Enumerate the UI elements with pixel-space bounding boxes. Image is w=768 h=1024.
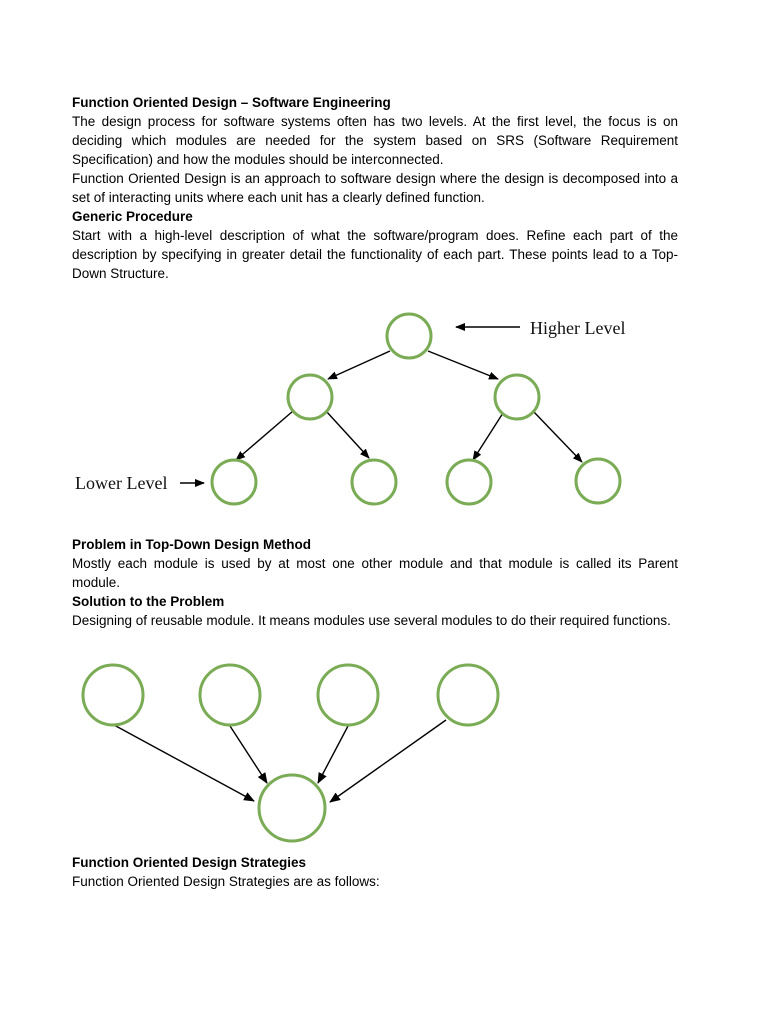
edge-module-3-to-shared: [318, 726, 348, 783]
module-node-4: [438, 665, 498, 725]
strategies-intro: Function Oriented Design Strategies are as follows:: [72, 874, 380, 889]
leaf-node-3: [447, 460, 491, 504]
edge-left-to-leaf-2: [326, 411, 369, 458]
level2-right-node: [495, 375, 539, 419]
leaf-node-1: [212, 460, 256, 504]
module-node-2: [200, 665, 260, 725]
edge-root-to-right: [428, 351, 498, 379]
shared-module-node: [259, 775, 325, 841]
edge-module-2-to-shared: [230, 726, 267, 783]
intro-paragraph: The design process for software systems often has two levels. At the first level, the focus is on deciding which modules are needed for the system based on SRS (Software Requirement Specification) and how the modules should be interconnected.: [72, 114, 678, 167]
edge-module-1-to-shared: [114, 725, 254, 801]
edge-root-to-left: [328, 351, 390, 379]
higher-level-label: Higher Level: [530, 318, 626, 338]
edge-right-to-leaf-4: [533, 411, 582, 462]
generic-procedure-heading: Generic Procedure: [72, 209, 193, 224]
problem-paragraph: Mostly each module is used by at most one other module and that module is called its Parent module.: [72, 556, 678, 590]
module-node-3: [318, 665, 378, 725]
edge-right-to-leaf-3: [473, 413, 503, 460]
top-down-diagram: [0, 300, 768, 520]
solution-paragraph: Designing of reusable module. It means modules use several modules to do their required functions.: [72, 613, 671, 628]
strategies-section: [72, 853, 678, 891]
leaf-node-4: [576, 459, 620, 503]
solution-heading: Solution to the Problem: [72, 594, 225, 609]
problem-heading: Problem in Top-Down Design Method: [72, 537, 311, 552]
problem-section: [72, 535, 678, 630]
edge-left-to-leaf-1: [236, 411, 293, 460]
lower-level-label: Lower Level: [75, 473, 168, 493]
strategies-heading: Function Oriented Design Strategies: [72, 855, 307, 870]
leaf-node-2: [352, 460, 396, 504]
module-node-1: [83, 665, 143, 725]
procedure-paragraph: Start with a high-level description of what the software/program does. Refine each part of the description by specifying in greater detail the functionality of each part. These points lead to a Top-Down Structure.: [72, 228, 678, 281]
edge-module-4-to-shared: [330, 720, 446, 802]
document-title: Function Oriented Design – Software Engineering: [72, 95, 391, 110]
definition-paragraph: Function Oriented Design is an approach to software design where the design is decomposed into a set of interacting units where each unit has a clearly defined function.: [72, 171, 678, 205]
root-node: [387, 314, 431, 358]
intro-section: [72, 93, 678, 283]
level2-left-node: [288, 375, 332, 419]
reuse-diagram: [0, 650, 768, 850]
